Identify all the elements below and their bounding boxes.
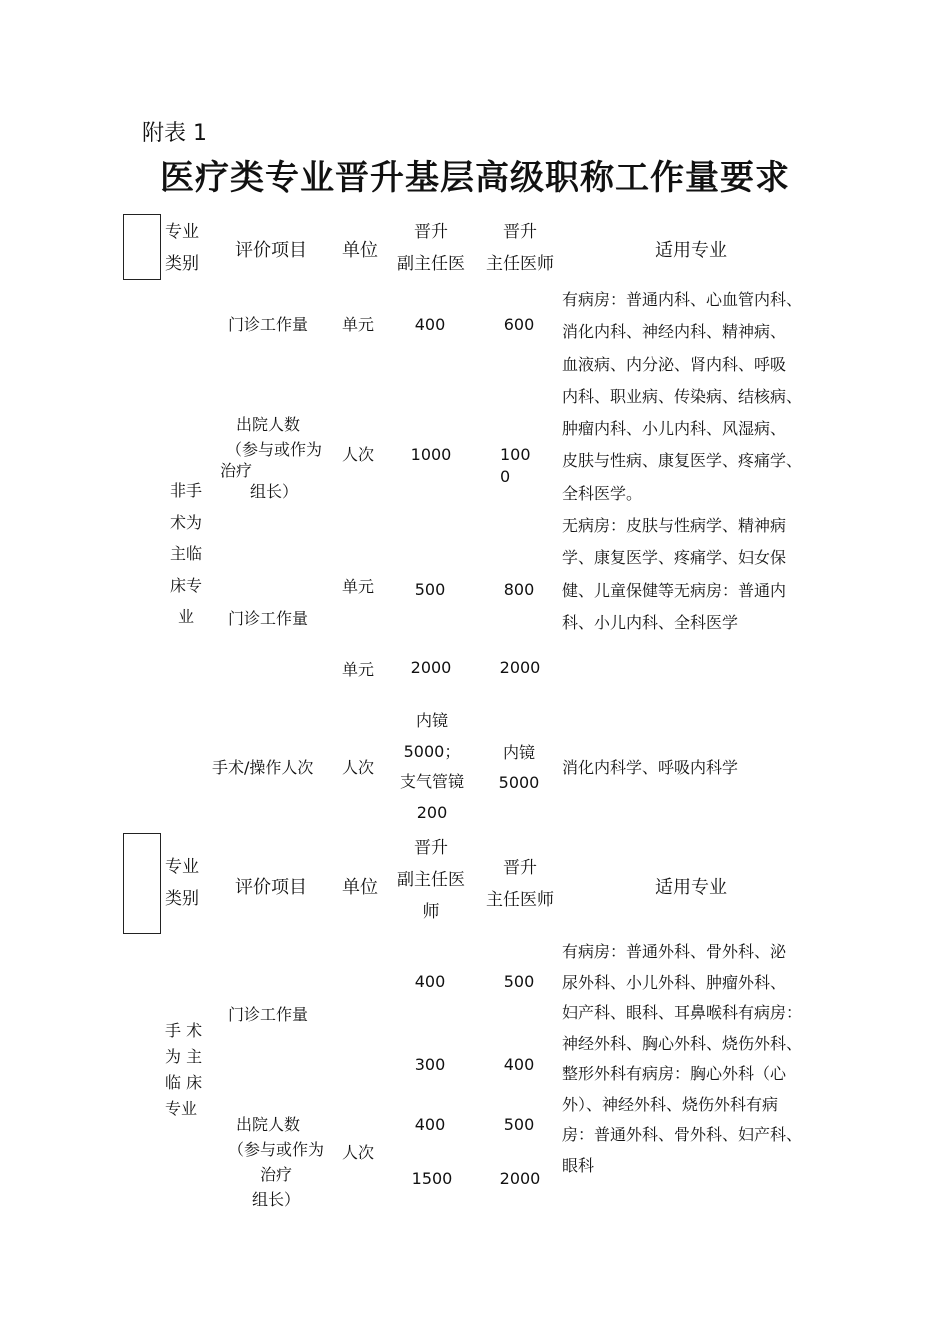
category-line: 术为 — [169, 512, 202, 532]
header-applicable: 适用专业 — [655, 240, 727, 261]
page-title: 医疗类专业晋升基层高级职称工作量要求 — [160, 158, 790, 198]
discharge-item-line3: 治疗 — [220, 461, 253, 480]
applicable-line: 内科、职业病、传染病、结核病、 — [562, 386, 803, 406]
applicable-line: 皮肤与性病、康复医学、疼痛学、 — [562, 451, 803, 471]
applicable-line: 学、康复医学、疼痛学、妇女保 — [562, 548, 787, 568]
surgery-assoc-line4: 200 — [416, 802, 448, 822]
row-surgery-item: 手术/操作人次 — [212, 758, 314, 777]
header-item: 评价项目 — [235, 877, 307, 898]
category-line: 为 主 — [165, 1047, 203, 1066]
row-outpatient1-unit: 单元 — [342, 315, 375, 334]
surgery-chief-line2: 5000 — [498, 773, 540, 792]
row-discharge-unit: 人次 — [342, 445, 375, 464]
applicable-line: 肿瘤内科、小儿内科、风湿病、 — [562, 419, 787, 439]
row-s2-outpatient-assoc-a: 400 — [414, 972, 446, 991]
row-outpatient2-chief: 800 — [503, 580, 535, 599]
header-chief-line2: 主任医师 — [486, 254, 554, 274]
row-s2-outpatient-assoc-b: 300 — [414, 1055, 446, 1074]
header-unit: 单位 — [342, 240, 378, 261]
category-surgical — [165, 1018, 202, 1122]
header-category-line2: 类别 — [165, 254, 199, 274]
applicable-line: 有病房：普通外科、骨外科、泌 — [562, 942, 787, 961]
header-chief — [478, 852, 562, 916]
row-extra-unit: 单元 — [342, 660, 375, 679]
surgery-assoc-line2: 5000； — [403, 741, 461, 761]
applicable-line: 科、小儿内科、全科医学 — [562, 612, 739, 632]
header-applicable: 适用专业 — [655, 877, 727, 898]
attachment-label: 附表 1 — [142, 121, 207, 146]
header-assoc-chief — [390, 832, 472, 928]
header-assoc-line1: 晋升 — [414, 222, 448, 242]
row-outpatient2-unit: 单元 — [342, 577, 375, 596]
discharge-item-line3: 治疗 — [259, 1165, 292, 1184]
row-outpatient1-assoc: 400 — [414, 315, 446, 334]
header-category-line2: 类别 — [165, 889, 199, 909]
header-chief — [478, 216, 562, 280]
category-line: 手 术 — [165, 1021, 203, 1040]
row-outpatient2-assoc: 500 — [414, 580, 446, 599]
row-surgery-applicable: 消化内科学、呼吸内科学 — [562, 758, 739, 777]
row-s2-discharge-chief-a: 500 — [503, 1115, 535, 1134]
header-chief-line1: 晋升 — [503, 858, 537, 878]
applicable-specialties-2 — [562, 937, 802, 1181]
row-surgery-assoc — [390, 706, 474, 828]
applicable-line: 血液病、内分泌、肾内科、呼吸 — [562, 354, 787, 374]
applicable-specialties-1 — [562, 284, 802, 639]
header-chief-line1: 晋升 — [503, 222, 537, 242]
header-chief-line2: 主任医师 — [486, 890, 554, 910]
header-unit: 单位 — [342, 877, 378, 898]
discharge-item-line1: 出院人数 — [235, 1115, 300, 1134]
header-marker-box — [123, 214, 161, 280]
row-discharge-assoc: 1000 — [410, 445, 452, 464]
surgery-assoc-line1: 内镜 — [415, 711, 448, 730]
header-item: 评价项目 — [235, 240, 307, 261]
applicable-line: 眼科 — [562, 1155, 595, 1175]
header-marker-box — [123, 833, 161, 934]
applicable-line: 外）、神经外科、烧伤外科有病 — [562, 1094, 779, 1114]
surgery-chief-line1: 内镜 — [502, 743, 535, 762]
discharge-chief-line1: 100 — [500, 445, 531, 464]
header-category-line1: 专业 — [165, 857, 199, 877]
row-discharge-chief — [500, 444, 531, 488]
category-line: 临 床 — [165, 1073, 203, 1092]
discharge-item-line4: 组长） — [251, 1190, 300, 1209]
applicable-line: 有病房：普通内科、心血管内科、 — [562, 290, 803, 309]
header-assoc-line1: 晋升 — [414, 838, 448, 858]
row-s2-discharge-assoc-b: 1500 — [411, 1169, 453, 1188]
applicable-line: 全科医学。 — [562, 483, 643, 503]
applicable-line: 神经外科、胸心外科、烧伤外科、 — [562, 1033, 803, 1053]
applicable-line: 整形外科有病房：胸心外科（心 — [562, 1064, 787, 1083]
header-category — [165, 216, 199, 280]
row-surgery-chief — [484, 738, 554, 798]
discharge-item-line4: 组长） — [250, 482, 299, 501]
discharge-item-line2: （参与或作为 — [227, 1140, 324, 1159]
row-s2-discharge-item — [226, 1112, 326, 1212]
category-line: 专业 — [165, 1099, 198, 1118]
category-line: 业 — [177, 607, 194, 626]
row-s2-discharge-unit: 人次 — [342, 1143, 375, 1162]
applicable-line: 尿外科、小儿外科、肿瘤外科、 — [562, 972, 787, 992]
header-category — [165, 851, 199, 915]
row-s2-outpatient-item: 门诊工作量 — [228, 1005, 309, 1024]
applicable-line: 无病房：皮肤与性病学、精神病 — [562, 516, 787, 536]
row-s2-outpatient-chief-a: 500 — [503, 972, 535, 991]
row-extra-assoc: 2000 — [410, 658, 452, 677]
applicable-line: 房：普通外科、骨外科、妇产科、 — [562, 1125, 803, 1144]
row-s2-discharge-assoc-a: 400 — [414, 1115, 446, 1134]
applicable-line: 消化内科、神经内科、精神病、 — [562, 322, 787, 342]
category-line: 主临 — [169, 544, 202, 563]
discharge-item-line2: （参与或作为 — [226, 440, 323, 459]
row-s2-outpatient-chief-b: 400 — [503, 1055, 535, 1074]
applicable-line: 健、儿童保健等无病房：普通内 — [562, 580, 787, 600]
discharge-chief-line2: 0 — [500, 467, 511, 486]
row-outpatient2-item: 门诊工作量 — [228, 609, 309, 628]
discharge-item-line1: 出院人数 — [236, 415, 301, 434]
header-assoc-chief — [390, 216, 472, 280]
header-category-line1: 专业 — [165, 222, 199, 242]
row-extra-chief: 2000 — [499, 658, 541, 677]
category-nonsurgical — [160, 475, 212, 633]
applicable-line: 妇产科、眼科、耳鼻喉科有病房： — [562, 1003, 803, 1022]
category-line: 非手 — [169, 481, 202, 500]
header-assoc-line3: 师 — [422, 902, 440, 922]
category-line: 床专 — [169, 575, 202, 595]
row-surgery-unit: 人次 — [342, 758, 375, 777]
row-discharge-item — [220, 412, 322, 504]
row-s2-discharge-chief-b: 2000 — [499, 1169, 541, 1188]
row-outpatient1-chief: 600 — [503, 315, 535, 334]
header-assoc-line2: 副主任医 — [397, 870, 465, 890]
row-outpatient1-item: 门诊工作量 — [228, 315, 309, 334]
surgery-assoc-line3: 支气管镜 — [399, 772, 464, 791]
header-assoc-line2: 副主任医 — [397, 254, 465, 274]
